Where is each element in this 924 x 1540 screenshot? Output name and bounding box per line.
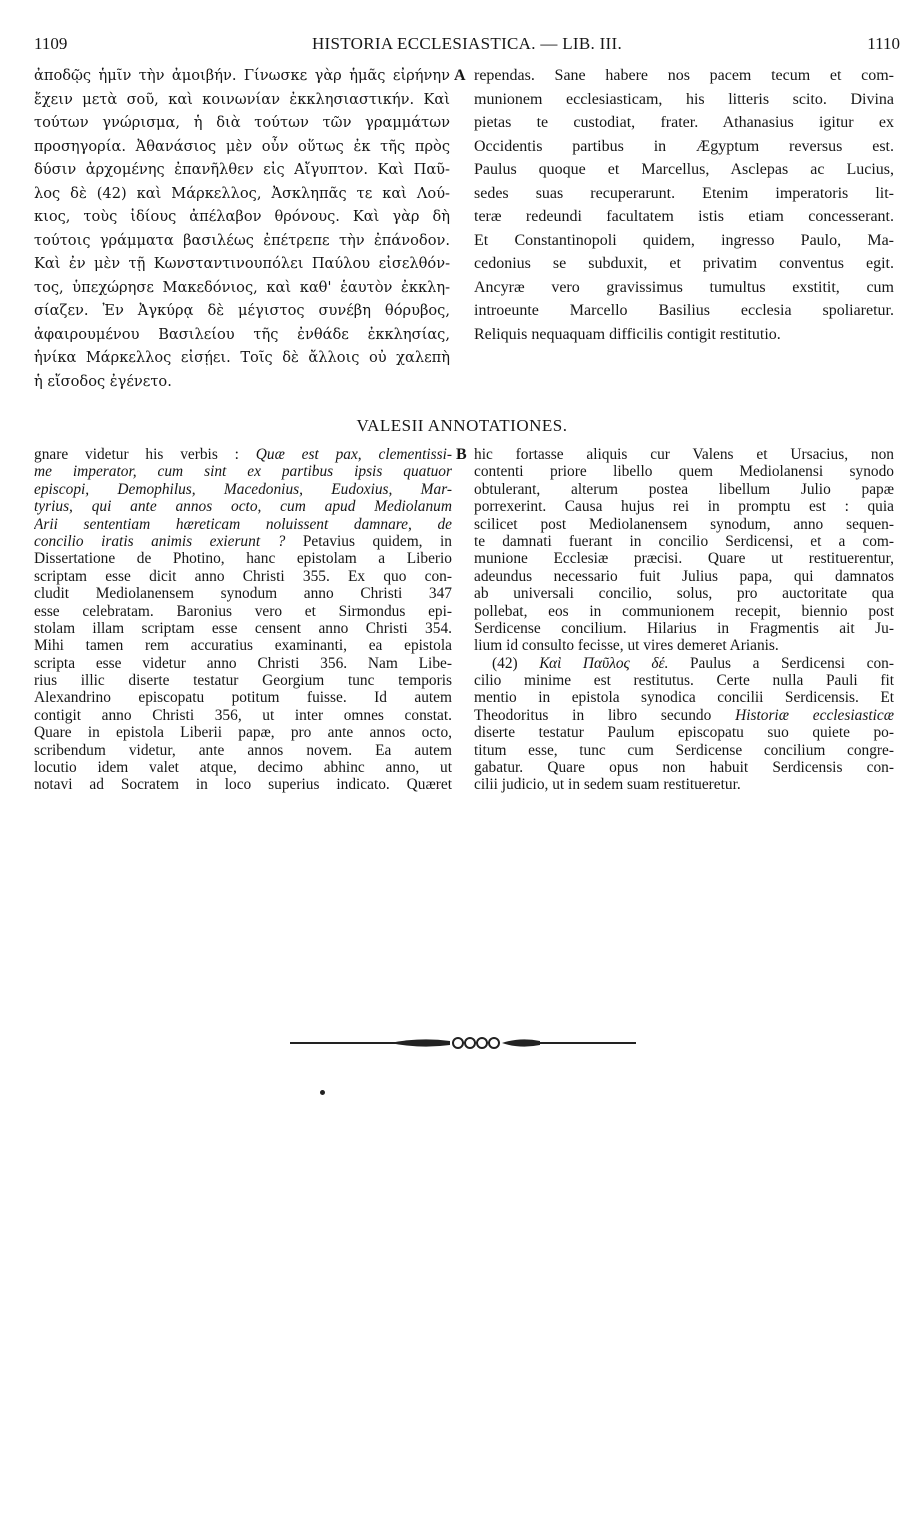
latin-line: Et Constantinopoli quidem, ingresso Paulo, Ma-: [474, 231, 894, 249]
note-text: Theodoritus in libro secundo: [474, 706, 736, 724]
note-number: (42): [492, 654, 540, 672]
note-line: stolam illam scriptam esse censent anno Christi 354.: [34, 619, 452, 637]
note-line: [34, 533, 452, 550]
note-line: scripta esse videtur anno Christi 356. Nam Libe-: [34, 654, 452, 672]
latin-line: teræ redeundi facultatem istis etiam concesserant.: [474, 208, 894, 225]
note-text: gnare videtur his verbis :: [34, 446, 256, 463]
greek-line: προσηγορία. Ἀθανάσιος μὲν οὖν οὕτως ἐκ τῆς πρὸς: [34, 137, 450, 155]
note-line: ab universali concilio, solus, pro auctoritate qua: [474, 585, 894, 603]
page-header: [34, 34, 900, 56]
latin-line: cedonius se subduxit, et privatim conventus egit.: [474, 255, 894, 272]
greek-line: τούτοις γράμματα βασιλέως ἐπέτρεπε τὴν ἐπάνοδον.: [34, 231, 450, 249]
note-line: [34, 498, 452, 515]
note-line: obtulerant, alterum postea libellum Julio papæ: [474, 480, 894, 498]
latin-line: sedes suas recuperarunt. Etenim imperatoris lit-: [474, 184, 894, 202]
note-line: [34, 481, 452, 498]
latin-line: rependas. Sane habere nos pacem tecum et com-: [474, 67, 894, 84]
note-line: mentio in epistola synodica concilii Serdicensis. Et: [474, 689, 894, 707]
notes-section-title: VALESII ANNOTATIONES.: [356, 416, 568, 435]
note-line: esse celebratam. Baronius vero et Sirmondus epi-: [34, 602, 452, 620]
note-text: Paulus a Serdicensi con-: [668, 654, 894, 672]
greek-line: σίαζεν. Ἐν Ἀγκύρᾳ δὲ μέγιστος συνέβη θόρυβος,: [34, 302, 450, 319]
note-line: Mihi tamen rem accuratius examinanti, ea epistola: [34, 637, 452, 655]
greek-line: λος δὲ (42) καὶ Μάρκελλος, Ἀσκληπᾶς τε καὶ Λού-: [34, 184, 450, 202]
notes-right-column: [474, 446, 894, 794]
note-line: [34, 463, 452, 480]
latin-line: Occidentis partibus in Ægyptum reversus est.: [474, 137, 894, 155]
note-line: pollebat, eos in communionem recepit, biennio post: [474, 602, 894, 620]
note-quote: me imperator, cum sint ex partibus ipsis quatuor: [34, 463, 452, 481]
greek-line: Καὶ ἐν μὲν τῇ Κωνσταντινουπόλει Παύλου εἰσελθόν-: [34, 255, 450, 272]
column-marker-b: B: [456, 446, 467, 463]
note-42-heading: [474, 655, 894, 672]
running-title: HISTORIA ECCLESIASTICA. — LIB. III.: [311, 34, 623, 53]
greek-line: τούτων γνώρισμα, ἡ διὰ τούτων τῶν γραμμάτων: [34, 114, 450, 131]
note-quote: episcopi, Demophilus, Macedonius, Eudoxius, Mar-: [34, 480, 452, 498]
note-quote: Quæ est pax, clementissi-: [255, 446, 452, 463]
note-line: cludit Mediolanensem synodum anno Christi 347: [34, 585, 452, 603]
note-line: porrexerint. Causa hujus rei in promptu est : quia: [474, 498, 894, 516]
note-line: contenti priore libello quem Mediolanensi synodo: [474, 463, 894, 481]
greek-line: δύσιν ἀρχομένης ἐπανῆλθεν εἰς Αἴγυπτον. Καὶ Παῦ-: [34, 161, 450, 178]
greek-line: ἔχειν μετὰ σοῦ, καὶ κοινωνίαν ἐκκλησιαστικήν. Καὶ: [34, 90, 450, 108]
note-text: Petavius quidem, in: [285, 532, 452, 550]
note-line: contigit anno Christi 356, ut inter omnes constat.: [34, 706, 452, 724]
column-marker-a: A: [454, 67, 466, 84]
greek-line: κιος, τοὺς ἰδίους ἀπέλαβον θρόνους. Καὶ γὰρ δὴ: [34, 208, 450, 225]
note-line: cilii judicio, ut in sedem suam restitueretur.: [474, 776, 741, 794]
note-line: munione Ecclesiæ præcisi. Quare ut restituerentur,: [474, 550, 894, 568]
latin-line: introeunte Marcello Basilius ecclesia spoliaretur.: [474, 302, 894, 319]
latin-line: pietas te custodiat, frater. Athanasius igitur ex: [474, 114, 894, 131]
note-line: diserte testatur Paulum episcopatu suo quiete po-: [474, 724, 894, 742]
note-line: gabatur. Quare opus non habuit Serdicensis con-: [474, 759, 894, 777]
note-line: Quare in epistola Liberii papæ, pro ante annos octo,: [34, 724, 452, 742]
note-line: Serdicense concilium. Hilarius in Fragmentis ait Ju-: [474, 619, 894, 637]
latin-text-column: [474, 64, 894, 346]
note-line: Dissertatione de Photino, hanc epistolam a Liberio: [34, 550, 452, 568]
note-line: titum esse, tunc cum Serdicense concilium congre-: [474, 741, 894, 759]
note-lemma: Καὶ Παῦλος δέ.: [539, 654, 669, 672]
note-line: rius illic diserte testatur Georgium tunc temporis: [34, 672, 452, 690]
note-line: te damnati fuerant in concilio Serdicensi, et a com-: [474, 532, 894, 550]
greek-text-column: [34, 64, 450, 393]
latin-line: Paulus quoque et Marcellus, Asclepas ac Lucius,: [474, 161, 894, 178]
note-line: scilicet post Mediolanensem synodum, anno sequen-: [474, 515, 894, 533]
note-quote: Arii sententiam hæreticam noluissent damnare, de: [34, 515, 452, 533]
note-line: scriptam esse dicit anno Christi 355. Ex quo con-: [34, 567, 452, 585]
note-line: scribendum videtur, ante annos novem. Ea autem: [34, 741, 452, 759]
latin-line: munionem ecclesiasticam, his litteris scito. Divina: [474, 90, 894, 108]
note-line: [34, 446, 452, 463]
ornamental-rule: [290, 1036, 636, 1050]
note-line: adeundus necessario fuit Julius papa, qui damnatos: [474, 567, 894, 585]
page-number-right: 1110: [867, 34, 900, 53]
note-line: [474, 707, 894, 724]
greek-line: ἡνίκα Μάρκελλος εἰσῄει. Τοῖς δὲ ἄλλοις οὐ χαλεπὴ: [34, 349, 450, 366]
note-line: cilio minime est restitutus. Certe nulla Pauli fit: [474, 672, 894, 690]
notes-left-column: [34, 446, 452, 794]
note-quote: tyrius, qui ante annos octo, cum apud Mediolanum: [34, 498, 452, 516]
note-quote: concilio iratis animis exierunt ?: [34, 532, 286, 550]
note-line: hic fortasse aliquis cur Valens et Ursacius, non: [474, 446, 894, 463]
note-line: [34, 516, 452, 533]
stray-mark: [320, 1090, 325, 1095]
latin-line: Reliquis nequaquam difficilis contigit restitutio.: [474, 325, 781, 343]
note-line: Alexandrino episcopatu potitum fuisse. Id autem: [34, 689, 452, 707]
note-line: notavi ad Socratem in loco superius indicato. Quæret: [34, 776, 452, 794]
greek-line: ἀφαιρουμένου Βασιλείου τῆς ἐνθάδε ἐκκλησίας,: [34, 325, 450, 343]
page-number-left: 1109: [34, 34, 68, 53]
note-title: Historiæ ecclesiasticæ: [735, 706, 894, 724]
greek-line: ἡ εἴσοδος ἐγένετο.: [34, 372, 172, 390]
note-line: locutio idem valet atque, decimo abhinc anno, ut: [34, 759, 452, 777]
note-line: lium id consulto fecisse, ut vires demeret Arianis.: [474, 637, 779, 655]
greek-line: τος, ὑπεχώρησε Μακεδόνιος, καὶ καθ' ἑαυτὸν ἐκκλη-: [34, 278, 450, 296]
latin-line: Ancyræ vero gravissimus tumultus exstitit, cum: [474, 278, 894, 296]
greek-line: ἀποδῷς ἡμῖν τὴν ἀμοιβήν. Γίνωσκε γὰρ ἡμᾶς εἰρήνην: [34, 67, 450, 84]
